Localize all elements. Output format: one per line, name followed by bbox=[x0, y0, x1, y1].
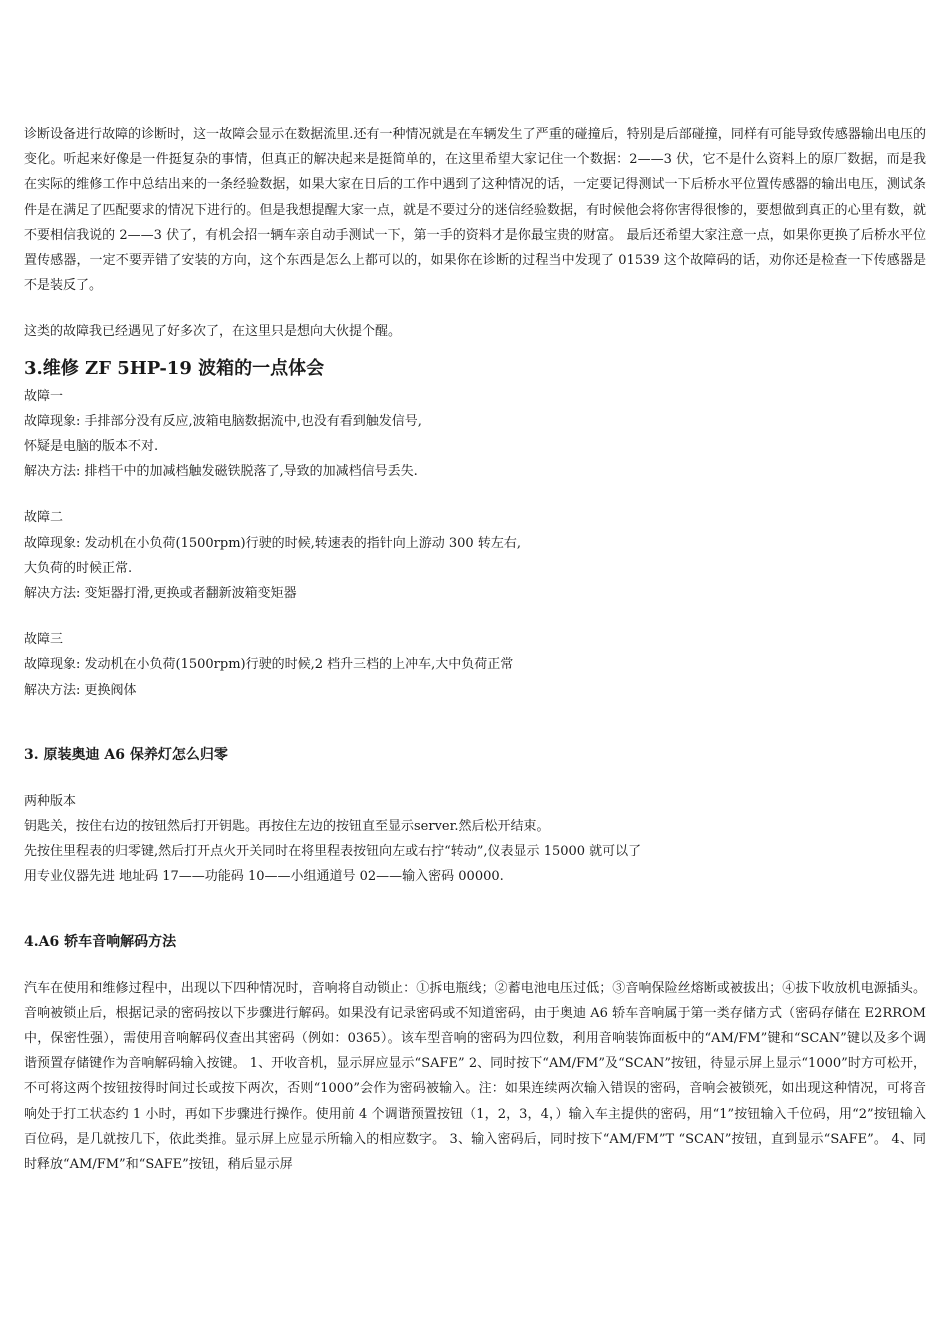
spacer bbox=[24, 768, 926, 789]
spacer bbox=[24, 703, 926, 743]
fault2-solution: 解决方法: 变矩器打滑,更换或者翻新波箱变矩器 bbox=[24, 586, 297, 602]
intro-paragraph-1: 诊断设备进行故障的诊断时，这一故障会显示在数据流里.还有一种情况就是在车辆发生了严重的碰撞后，特别是后部碰撞，同样有可能导致传感器输出电压的变化。听起来好像是一件挺复杂的事情，但真正的解决起来是挺简单的，在这里希望大家记住一个数据：2——3 伏，它不是什么资料上的原厂数据，而是我在实际的维修工作中总结出来的一条经验数据，如果大家在日后的工作中遇到了这种情况的话，一定要记得测试一下后桥水平位置传感器的输出电压，测试条件是在满足了匹配要求的情况下进行的。但是我想提醒大家一点，就是不要过分的迷信经验数据，有时候他会将你害得很惨的，要想做到真正的心里有数，就不要相信我说的 2——3 伏了，有机会招一辆车亲自动手测试一下，第一手的资料才是你最宝贵的财富。 最后还希望大家注意一点，如果你更换了后桥水平位置传感器，一定不要弄错了安装的方向，这个东西是怎么上都可以的，如果你在诊断的过程当中发现了 01539 这个故障码的话，劝你还是检查一下传感器是不是装反了。 bbox=[24, 127, 926, 294]
fault3-symptom: 故障现象: 发动机在小负荷(1500rpm)行驶的时候,2 档升三档的上冲车,大中负荷正常 bbox=[24, 657, 514, 673]
a6-light-method-1: 钥匙关，按住右边的按钮然后打开钥匙。再按住左边的按钮直至显示server.然后松开结束。 bbox=[24, 819, 550, 835]
a6-light-method-3: 用专业仪器先进 地址码 17——功能码 10——小组通道号 02——输入密码 00000. bbox=[24, 869, 504, 885]
section-zf-heading: 3.维修 ZF 5HP-19 波箱的一点体会 bbox=[24, 357, 325, 379]
intro-paragraph-2: 这类的故障我已经遇见了好多次了，在这里只是想向大伙提个醒。 bbox=[24, 324, 402, 340]
fault1-symptom: 故障现象: 手排部分没有反应,波箱电脑数据流中,也没有看到触发信号, bbox=[24, 413, 422, 429]
fault2-symptom: 故障现象: 发动机在小负荷(1500rpm)行驶的时候,转速表的指针向上游动 300 转左右, bbox=[24, 535, 521, 551]
spacer bbox=[24, 484, 926, 505]
fault1-title: 故障一 bbox=[24, 388, 64, 404]
spacer bbox=[24, 298, 926, 319]
spacer bbox=[24, 606, 926, 627]
fault3-solution: 解决方法: 更换阀体 bbox=[24, 682, 137, 698]
spacer bbox=[24, 955, 926, 976]
fault3-title: 故障三 bbox=[24, 632, 64, 648]
fault2-title: 故障二 bbox=[24, 510, 64, 526]
a6-audio-paragraph: 汽车在使用和维修过程中，出现以下四种情况时，音响将自动锁止：①拆电瓶线；②蓄电池电压过低；③音响保险丝熔断或被拔出；④拔下收放机电源插头。音响被锁止后，根据记录的密码按以下步骤进行解码。如果没有记录密码或不知道密码，由于奥迪 A6 轿车音响属于第一类存储方式（密码存储在 E2RROM 中，保密性强），需使用音响解码仪查出其密码（例如：0365）。该车型音响的密码为四位数，利用音响装饰面板中的“AM/FM”键和“SCAN”键以及多个调谐预置存储键作为音响解码输入按键。 1、开收音机，显示屏应显示“SAFE” 2、同时按下“AM/FM”及“SCAN”按钮，待显示屏上显示“1000”时方可松开，不可将这两个按钮按得时间过长或按下两次，否则“1000”会作为密码被输入。注：如果连续两次输入错误的密码，音响会被锁死，如出现这种情况，可将音响处于打工状态约 1 小时，再如下步骤进行操作。使用前 4 个调谐预置按钮（1，2，3，4，）输入车主提供的密码，用“1”按钮输入千位码，用“2”按钮输入百位码，是几就按几下，依此类推。显示屏上应显示所输入的相应数字。 3、输入密码后，同时按下“AM/FM”T “SCAN”按钮，直到显示“SAFE”。 4、同时释放“AM/FM”和“SAFE”按钮，稍后显示屏 bbox=[24, 980, 926, 1173]
a6-light-method-2: 先按住里程表的归零键,然后打开点火开关同时在将里程表按钮向左或右拧“转动”,仪表显示 15000 就可以了 bbox=[24, 844, 642, 860]
spacer bbox=[24, 890, 926, 930]
fault1-solution: 解决方法: 排档干中的加减档触发磁铁脱落了,导致的加减档信号丢失. bbox=[24, 464, 418, 480]
fault1-symptom-cont: 怀疑是电脑的版本不对. bbox=[24, 439, 159, 455]
section-a6-light-heading: 3. 原装奥迪 A6 保养灯怎么归零 bbox=[24, 746, 228, 763]
section-a6-audio-heading: 4.A6 轿车音响解码方法 bbox=[24, 933, 177, 950]
document-page bbox=[24, 122, 926, 1177]
a6-light-versions: 两种版本 bbox=[24, 793, 77, 809]
fault2-symptom-cont: 大负荷的时候正常. bbox=[24, 560, 133, 576]
